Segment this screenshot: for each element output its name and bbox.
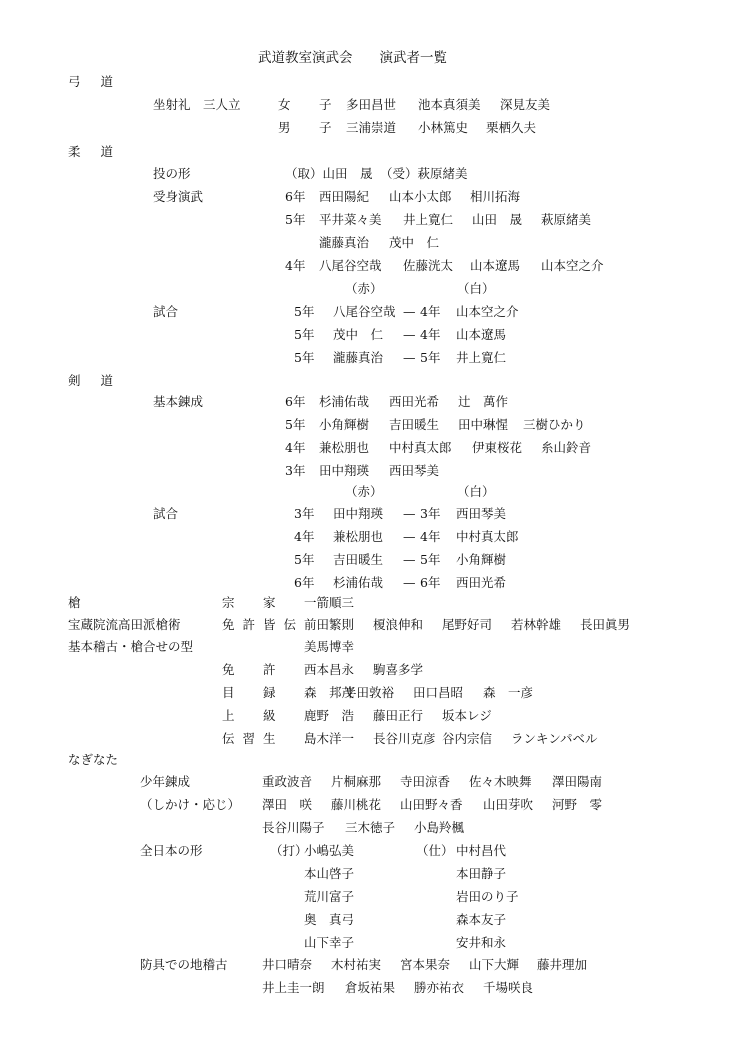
performer-name: 田中琳惺 (458, 417, 509, 432)
performer-name: 尾野好司 (442, 617, 493, 632)
group-label: 男 子 (278, 120, 340, 135)
competitor-white: 中村真太郎 (456, 529, 519, 544)
grade-label: 5年 (285, 212, 306, 227)
performer-name: 小林篤史 (418, 120, 469, 135)
performer-name: 山本遼馬 (470, 258, 521, 273)
page-title: 武道教室演武会 演武者一覧 (258, 50, 447, 66)
performer-name: 辻 萬作 (458, 394, 509, 409)
performer-name: 山田野々香 (400, 797, 463, 812)
side-label-white: （白） (457, 484, 495, 499)
performer-name: 本田静子 (456, 866, 507, 881)
performer-name: 田口昌昭 (413, 685, 464, 700)
performer-name: 西田陽紀 (319, 189, 370, 204)
performer-name: 小角輝樹 (319, 417, 370, 432)
performer-name: 佐々木映舞 (469, 774, 532, 789)
vs-dash: — (403, 552, 416, 567)
performer-name: 森 一彦 (483, 685, 534, 700)
performer-name: 藤井理加 (537, 957, 588, 972)
rank-label: 伝習生 (222, 731, 284, 746)
performer-name: 本山啓子 (304, 866, 355, 881)
performer-name: 多田昌世 (346, 97, 397, 112)
performer-name: 井口晴奈 (262, 957, 313, 972)
event-label: 試合 (153, 506, 179, 521)
competitor-red: 瀧藤真治 (333, 350, 384, 365)
performer-name: 駒喜多学 (373, 662, 424, 677)
competitor-white: 井上寛仁 (456, 350, 507, 365)
performer-name: 伊東桜花 (472, 440, 523, 455)
competitor-white: 山本遼馬 (456, 327, 507, 342)
performer-name: 榎浪伸和 (373, 617, 424, 632)
grade-label: 5年 (285, 417, 306, 432)
performer-name: 半田敦裕 (344, 685, 395, 700)
performer-name: 山田 晟 (472, 212, 523, 227)
performer-name: 茂中 仁 (389, 235, 440, 250)
performer-name: 長谷川陽子 (262, 820, 325, 835)
performer-name: 井上圭一朗 (262, 980, 325, 995)
performer-name: 安井和永 (456, 935, 507, 950)
grade-label: 4年 (285, 258, 306, 273)
performer-name: 坂本レジ (442, 708, 492, 723)
vs-dash: — (403, 529, 416, 544)
performer-name: 島木洋一 (304, 731, 355, 746)
event-label: 全日本の形 (140, 843, 203, 858)
performer-name: 山下大輝 (469, 957, 520, 972)
vs-dash: — (403, 327, 416, 342)
performer-name: 兼松朋也 (319, 440, 370, 455)
rank-label: 免 許 (222, 662, 284, 677)
performer-name: 三浦崇道 (346, 120, 397, 135)
performer-name: 重政波音 (262, 774, 313, 789)
performer-name: 小島羚楓 (414, 820, 465, 835)
performer-name: 三樹ひかり (523, 417, 586, 432)
performer-name: 山田芽吹 (483, 797, 534, 812)
competitor-red: 田中翔瑛 (333, 506, 384, 521)
performer-name: 勝亦祐衣 (414, 980, 465, 995)
grade-label: 4年 (285, 440, 306, 455)
performer-name: 萩原緒美 (541, 212, 592, 227)
section-heading-judo: 柔道 (68, 144, 134, 159)
grade-label: 5年 (294, 327, 315, 342)
performer-name: 山本小太郎 (389, 189, 452, 204)
section-heading-sojutsu: 槍 (68, 595, 81, 610)
performer-name: 西田光希 (389, 394, 440, 409)
performer-name: 相川拓海 (470, 189, 521, 204)
performer-name: 杉浦佑哉 (319, 394, 370, 409)
grade-label: 5年 (294, 552, 315, 567)
performer-name: 河野 零 (552, 797, 603, 812)
performer-name: 木村祐実 (331, 957, 382, 972)
competitor-red: 茂中 仁 (333, 327, 384, 342)
performer-name: （取）山田 晟 (285, 166, 373, 181)
performer-name: 澤田 咲 (262, 797, 313, 812)
performer-name: 栗栖久夫 (486, 120, 537, 135)
section-heading-kendo: 剣道 (68, 373, 134, 388)
side-label-red: （赤） (345, 484, 383, 499)
performer-name: 吉田暖生 (389, 417, 440, 432)
role-label-shi: （仕） (416, 843, 454, 858)
school-name: 宝蔵院流高田派槍術 (68, 617, 181, 632)
performer-name: 池本真須美 (418, 97, 481, 112)
event-label: 坐射礼 三人立 (153, 97, 241, 112)
performer-name: 藤川桃花 (331, 797, 382, 812)
performer-name: 田中翔瑛 (319, 463, 370, 478)
performer-name: 寺田涼香 (400, 774, 451, 789)
competitor-white: 小角輝樹 (456, 552, 507, 567)
performer-name: 倉坂祐果 (345, 980, 396, 995)
performer-name: 糸山鈴音 (541, 440, 592, 455)
side-label-red: （赤） (345, 281, 383, 296)
performer-name: 三木徳子 (345, 820, 396, 835)
grade-label: 6年 (420, 575, 441, 590)
event-label: 基本錬成 (153, 394, 204, 409)
grade-label: 4年 (294, 529, 315, 544)
performer-name: 澤田陽南 (552, 774, 603, 789)
performer-name: 岩田のり子 (456, 889, 519, 904)
performer-name: 中村真太郎 (389, 440, 452, 455)
competitor-white: 西田琴美 (456, 506, 507, 521)
performer-name: 瀧藤真治 (319, 235, 370, 250)
grade-label: 6年 (294, 575, 315, 590)
grade-label: 3年 (294, 506, 315, 521)
performer-name: 鹿野 浩 (304, 708, 355, 723)
rank-label: 目 録 (222, 685, 284, 700)
side-label-white: （白） (457, 281, 495, 296)
performer-name: 西田琴美 (389, 463, 440, 478)
vs-dash: — (403, 575, 416, 590)
section-heading-kyudo: 弓道 (68, 74, 134, 89)
performer-name: 山下幸子 (304, 935, 355, 950)
grade-label: 3年 (420, 506, 441, 521)
event-label: 少年錬成 (140, 774, 191, 789)
grade-label: 5年 (420, 350, 441, 365)
competitor-red: 吉田暖生 (333, 552, 384, 567)
performer-name: 藤田正行 (373, 708, 424, 723)
competitor-red: 八尾谷空哉 (333, 304, 396, 319)
performer-name: 佐藤洸太 (403, 258, 454, 273)
role-label-uchi: （打） (270, 843, 308, 858)
performer-name: 奥 真弓 (304, 912, 355, 927)
performer-name: 片桐麻那 (331, 774, 382, 789)
grade-label: 5年 (294, 350, 315, 365)
performer-name: 千場咲良 (483, 980, 534, 995)
event-label: 投の形 (153, 166, 191, 181)
grade-label: 5年 (294, 304, 315, 319)
group-label: 女 子 (278, 97, 340, 112)
performer-name: 谷内宗信 (442, 731, 493, 746)
performer-name: 森 邦茂 (304, 685, 355, 700)
vs-dash: — (403, 506, 416, 521)
performer-name: 前田繁則 (304, 617, 355, 632)
competitor-red: 兼松朋也 (333, 529, 384, 544)
event-label: 受身演武 (153, 189, 204, 204)
grade-label: 4年 (420, 529, 441, 544)
competitor-red: 杉浦佑哉 (333, 575, 384, 590)
grade-label: 6年 (285, 394, 306, 409)
form-name: 基本稽古・槍合せの型 (68, 639, 194, 654)
event-label: 試合 (153, 304, 179, 319)
grade-label: 4年 (420, 327, 441, 342)
performer-name: 長谷川克彦 (373, 731, 436, 746)
performer-name: 平井菜々美 (319, 212, 382, 227)
grade-label: 3年 (285, 463, 306, 478)
performer-name: 八尾谷空哉 (319, 258, 382, 273)
rank-label: 免許皆伝 (222, 617, 305, 632)
performer-name: 森本友子 (456, 912, 507, 927)
performer-name: 山本空之介 (541, 258, 604, 273)
event-label: 防具での地稽古 (140, 957, 228, 972)
performer-name: （受）萩原緒美 (380, 166, 468, 181)
event-sublabel: （しかけ・応じ） (140, 797, 241, 812)
section-heading-naginata: なぎなた (68, 752, 119, 767)
performer-name: 荒川富子 (304, 889, 355, 904)
performer-name: 井上寛仁 (403, 212, 454, 227)
performer-name: 中村昌代 (456, 843, 507, 858)
performer-name: ランキンパベル (511, 731, 598, 746)
performer-name: 長田眞男 (580, 617, 631, 632)
performer-name: 宮本果奈 (400, 957, 451, 972)
grade-label: 5年 (420, 552, 441, 567)
performer-name: 美馬博幸 (304, 639, 355, 654)
competitor-white: 山本空之介 (456, 304, 519, 319)
competitor-white: 西田光希 (456, 575, 507, 590)
performer-name: 深見友美 (500, 97, 551, 112)
performer-name: 小嶋弘美 (304, 843, 355, 858)
vs-dash: — (403, 304, 416, 319)
performer-name: 若林幹雄 (511, 617, 562, 632)
grade-label: 4年 (420, 304, 441, 319)
rank-label: 上 級 (222, 708, 284, 723)
grade-label: 6年 (285, 189, 306, 204)
rank-label: 宗 家 (222, 595, 284, 610)
vs-dash: — (403, 350, 416, 365)
performer-name: 西本昌永 (304, 662, 355, 677)
performer-name: 一箭順三 (304, 595, 355, 610)
